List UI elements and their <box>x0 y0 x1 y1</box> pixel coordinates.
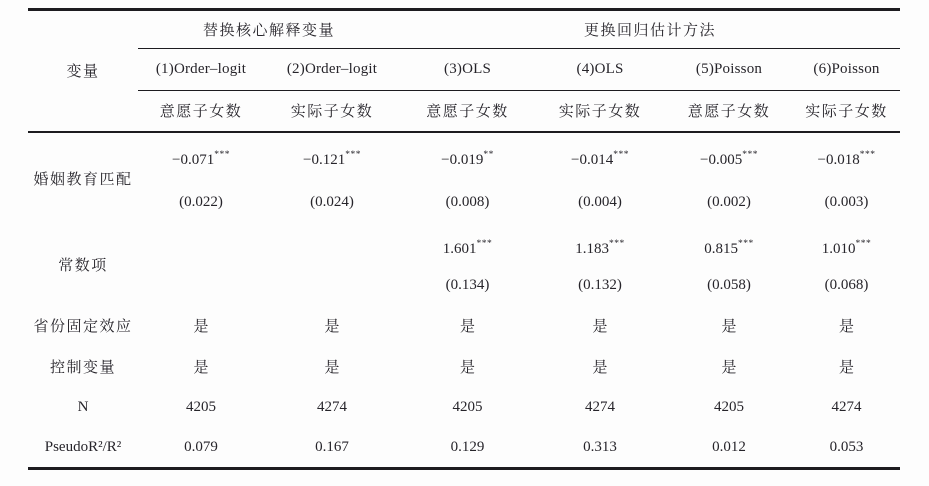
significance-stars: *** <box>609 238 625 249</box>
table-cell: 0.313 <box>583 438 617 455</box>
coefficient-value <box>400 225 535 265</box>
table-cell: 是 <box>193 318 209 335</box>
standard-error: (0.132) <box>578 276 622 293</box>
col-header-dep-4: 实际子女数 <box>535 91 665 132</box>
standard-error: (0.008) <box>445 193 490 210</box>
model-header-row <box>28 49 900 91</box>
table-cell: 是 <box>460 359 476 376</box>
significance-stars: *** <box>476 238 493 249</box>
column-group-header-row <box>28 10 900 49</box>
table-cell: 4205 <box>714 398 745 415</box>
table-cell: 是 <box>839 359 855 376</box>
coef-cell <box>138 132 264 225</box>
table-cell: 是 <box>839 318 855 335</box>
coef-number: −0.121 <box>303 151 346 168</box>
row-label-control-variables: 控制变量 <box>49 359 116 376</box>
table-cell: 4205 <box>186 398 216 415</box>
row-label-pseudo-r-squared: PseudoR²/R² <box>44 438 122 455</box>
table-cell: 0.053 <box>829 438 864 455</box>
coef-number: 1.183 <box>575 240 610 257</box>
table-cell: 是 <box>324 318 340 335</box>
table-cell: 是 <box>460 318 476 335</box>
standard-error: (0.068) <box>824 276 869 293</box>
regression-table <box>28 8 900 470</box>
corner-header-variable: 变量 <box>28 10 138 132</box>
significance-stars: *** <box>214 149 230 160</box>
significance-stars: *** <box>742 149 758 160</box>
coefficient-value <box>793 225 900 265</box>
row-control-variables <box>28 346 900 387</box>
row-label-observations: N <box>77 398 89 415</box>
coefficient-value <box>264 225 400 265</box>
row-pseudo-r-squared <box>28 428 900 469</box>
coef-number: −0.005 <box>700 151 743 168</box>
significance-stars: ** <box>483 149 494 160</box>
coefficient-value <box>535 225 665 265</box>
coef-cell <box>400 132 535 225</box>
coef-cell <box>264 132 400 225</box>
table-cell: 4205 <box>452 398 483 415</box>
col-header-model-6: (6)Poisson <box>793 49 900 91</box>
coef-number: −0.019 <box>441 151 484 168</box>
row-label-constant-term: 常数项 <box>58 258 108 274</box>
standard-error: (0.002) <box>707 193 751 210</box>
dependent-variable-header-row <box>28 91 900 132</box>
coef-number: −0.014 <box>571 151 614 168</box>
table-cell: 是 <box>592 318 608 335</box>
coefficient-value <box>665 225 793 265</box>
coef-number: 1.601 <box>442 240 477 257</box>
coef-number: −0.071 <box>172 151 215 168</box>
col-header-dep-6: 实际子女数 <box>793 91 900 132</box>
col-header-model-2: (2)Order–logit <box>264 49 400 91</box>
row-label-province-fixed-effects: 省份固定效应 <box>33 318 133 335</box>
significance-stars: *** <box>345 149 361 160</box>
table-cell: 4274 <box>317 398 347 415</box>
coefficient-value <box>264 133 400 179</box>
coef-cell <box>793 225 900 305</box>
col-header-dep-2: 实际子女数 <box>264 91 400 132</box>
row-observations <box>28 387 900 428</box>
coefficient-value <box>535 133 665 179</box>
table-cell: 0.079 <box>184 438 218 455</box>
coefficient-value <box>400 133 535 179</box>
table-cell: 0.129 <box>450 438 485 455</box>
coef-number: 0.815 <box>704 240 739 257</box>
table-cell: 是 <box>721 359 737 376</box>
coef-cell <box>535 132 665 225</box>
row-marriage-education-match <box>28 132 900 225</box>
table-cell: 4274 <box>831 398 862 415</box>
table-cell: 是 <box>592 359 608 376</box>
coef-cell <box>665 132 793 225</box>
standard-error <box>138 265 264 305</box>
coef-cell <box>535 225 665 305</box>
coef-cell <box>400 225 535 305</box>
table-cell: 4274 <box>585 398 616 415</box>
significance-stars: *** <box>859 149 876 160</box>
coef-cell <box>665 225 793 305</box>
row-province-fixed-effects <box>28 305 900 346</box>
table-cell: 0.012 <box>712 438 746 455</box>
coef-cell <box>138 225 264 305</box>
table-cell: 是 <box>324 359 340 376</box>
significance-stars: *** <box>613 149 629 160</box>
coef-number: −0.018 <box>817 151 860 168</box>
standard-error: (0.024) <box>310 193 354 210</box>
coef-cell <box>264 225 400 305</box>
row-constant-term <box>28 225 900 305</box>
standard-error: (0.058) <box>707 276 751 293</box>
significance-stars: *** <box>738 238 754 249</box>
col-group-change-estimation-method: 更换回归估计方法 <box>400 10 900 49</box>
standard-error: (0.134) <box>445 276 490 293</box>
coefficient-value <box>138 133 264 179</box>
coefficient-value <box>793 133 900 179</box>
col-group-replace-core-variable: 替换核心解释变量 <box>138 10 400 49</box>
standard-error: (0.003) <box>824 193 869 210</box>
col-header-model-5: (5)Poisson <box>665 49 793 91</box>
coefficient-value <box>138 225 264 265</box>
table-cell: 是 <box>721 318 737 335</box>
col-header-model-4: (4)OLS <box>535 49 665 91</box>
col-header-dep-3: 意愿子女数 <box>400 91 535 132</box>
row-label-marriage-education-match: 婚姻教育匹配 <box>33 172 133 188</box>
col-header-model-1: (1)Order–logit <box>138 49 264 91</box>
significance-stars: *** <box>855 238 872 249</box>
coefficient-value <box>665 133 793 179</box>
col-header-model-3: (3)OLS <box>400 49 535 91</box>
standard-error: (0.022) <box>179 193 223 210</box>
table-cell: 0.167 <box>315 438 349 455</box>
standard-error: (0.004) <box>578 193 622 210</box>
col-header-dep-1: 意愿子女数 <box>138 91 264 132</box>
table-cell: 是 <box>193 359 209 376</box>
coef-cell <box>793 132 900 225</box>
standard-error <box>264 265 400 305</box>
col-header-dep-5: 意愿子女数 <box>665 91 793 132</box>
coef-number: 1.010 <box>821 240 856 257</box>
